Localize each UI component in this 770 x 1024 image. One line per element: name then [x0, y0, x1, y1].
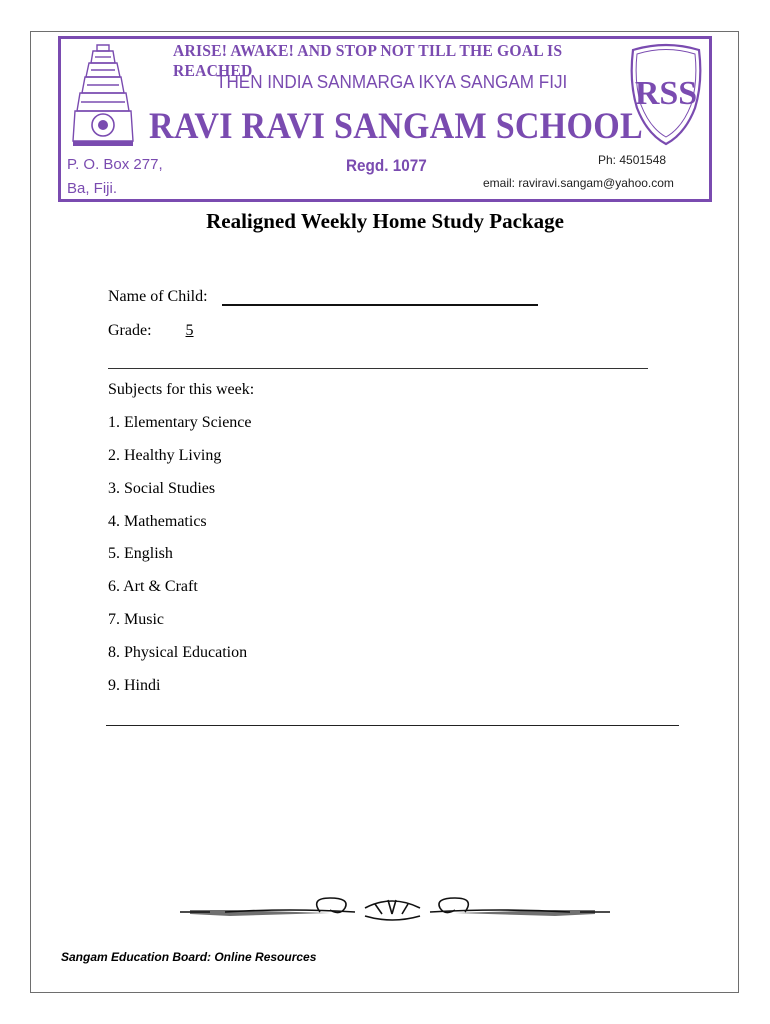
divider-bottom — [106, 725, 679, 726]
registration-number: Regd. 1077 — [346, 156, 427, 175]
grade-label: Grade: — [108, 322, 152, 339]
subjects-heading: Subjects for this week: — [108, 381, 255, 398]
temple-logo-icon — [67, 41, 139, 149]
name-of-child-field — [108, 288, 208, 306]
subject-item: 9. Hindi — [108, 677, 161, 694]
location: Ba, Fiji. — [67, 180, 118, 197]
subject-item: 2. Healthy Living — [108, 447, 222, 464]
subject-item: 8. Physical Education — [108, 644, 248, 661]
decorative-divider-icon — [170, 888, 615, 928]
subject-item: 4. Mathematics — [108, 513, 207, 530]
po-box: P. O. Box 277, — [67, 156, 163, 173]
document-title: Realigned Weekly Home Study Package — [206, 209, 564, 233]
school-name: RAVI RAVI SANGAM SCHOOL — [149, 106, 644, 147]
subject-item: 3. Social Studies — [108, 480, 216, 497]
letterhead-motto: ARISE! AWAKE! AND STOP NOT TILL THE GOAL IS REACHED — [173, 41, 563, 80]
letterhead-organization: THEN INDIA SANMARGA IKYA SANGAM FIJI — [216, 72, 568, 92]
grade-field — [108, 322, 194, 340]
subject-item: 7. Music — [108, 611, 164, 628]
phone-number: Ph: 4501548 — [598, 153, 667, 167]
subject-item: 1. Elementary Science — [108, 414, 252, 431]
email-address: email: raviravi.sangam@yahoo.com — [483, 176, 674, 190]
subject-item: 6. Art & Craft — [108, 578, 198, 595]
name-of-child-line — [222, 304, 538, 306]
letterhead — [58, 36, 712, 202]
rss-logo-text: RSS — [634, 75, 698, 112]
rss-shield-logo — [627, 42, 705, 147]
divider-top — [108, 368, 648, 369]
footer-note: Sangam Education Board: Online Resources — [61, 950, 317, 964]
name-of-child-label: Name of Child: — [108, 288, 208, 305]
subject-item: 5. English — [108, 545, 173, 562]
grade-value: 5 — [185, 322, 194, 339]
